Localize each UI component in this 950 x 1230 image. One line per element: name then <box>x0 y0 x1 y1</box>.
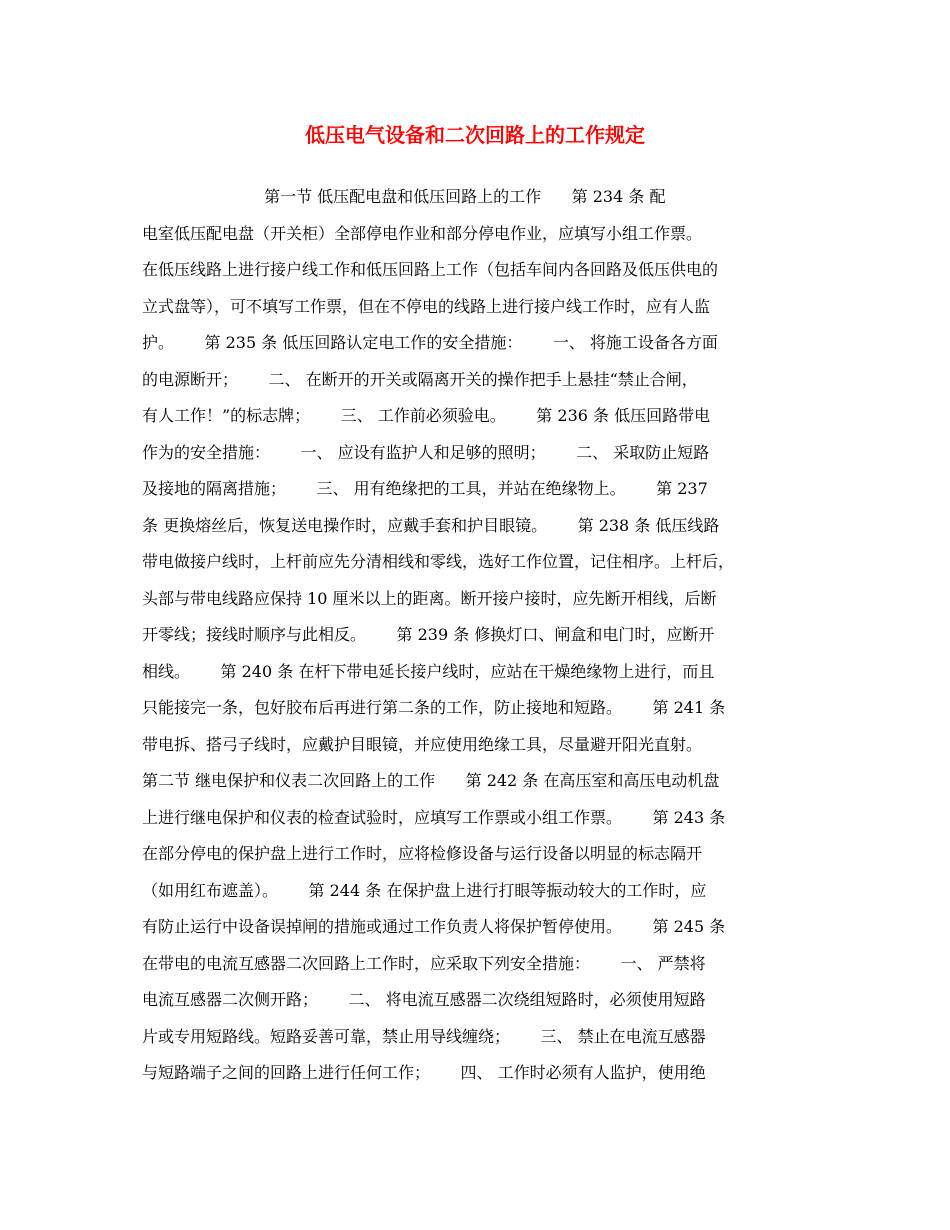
body-line: 在部分停电的保护盘上进行工作时，应将检修设备与运行设备以明显的标志隔开 <box>142 844 703 863</box>
body-line: 第一节 低压配电盘和低压回路上的工作 第 234 条 配 <box>142 187 666 206</box>
document-body <box>142 179 812 1092</box>
body-line: 有防止运行中设备误掉闸的措施或通过工作负责人将保护暂停使用。 第 245 条 <box>142 917 726 936</box>
body-line: 在低压线路上进行接户线工作和低压回路上工作（包括车间内各回路及低压供电的 <box>142 260 719 279</box>
body-line: 条 更换熔丝后，恢复送电操作时，应戴手套和护目眼镜。 第 238 条 低压线路 <box>142 515 720 535</box>
body-line: 第二节 继电保护和仪表二次回路上的工作 第 242 条 在高压室和高压电动机盘 <box>142 771 720 790</box>
body-line: 与短路端子之间的回路上进行任何工作； 四、 工作时必须有人监护，使用绝 <box>142 1063 706 1082</box>
body-line: 头部与带电线路应保持 10 厘米以上的距离。断开接户接时，应先断开相线，后断 <box>142 588 717 608</box>
body-line: 作为的安全措施： 一、 应设有监护人和足够的照明； 二、 采取防止短路 <box>142 442 710 462</box>
body-line: 立式盘等），可不填写工作票，但在不停电的线路上进行接户线工作时，应有人监 <box>142 296 711 316</box>
body-line: 相线。 第 240 条 在杆下带电延长接户线时，应站在干燥绝缘物上进行，而且 <box>142 661 715 681</box>
body-line: 带电拆、搭弓子线时，应戴护目眼镜，并应使用绝缘工具，尽量避开阳光直射。 <box>142 734 703 754</box>
body-line: 电流互感器二次侧开路； 二、 将电流互感器二次绕组短路时，必须使用短路 <box>142 990 706 1009</box>
body-line: 的电源断开； 二、 在断开的开关或隔离开关的操作把手上悬挂“禁止合闸， <box>142 369 698 389</box>
body-line: 上进行继电保护和仪表的检查试验时，应填写工作票或小组工作票。 第 243 条 <box>142 807 726 827</box>
body-line: 有人工作！”的标志牌； 三、 工作前必须验电。 第 236 条 低压回路带电 <box>142 406 711 425</box>
body-line: 电室低压配电盘（开关柜）全部停电作业和部分停电作业，应填写小组工作票。 <box>142 223 703 243</box>
body-line: 带电做接户线时，上杆前应先分清相线和零线，选好工作位置，记住相序。上杆后， <box>142 552 735 571</box>
body-line: （如用红布遮盖）。 第 244 条 在保护盘上进行打眼等振动较大的工作时，应 <box>142 880 707 900</box>
document-title: 低压电气设备和二次回路上的工作规定 <box>305 123 645 147</box>
body-line: 及接地的隔离措施； 三、 用有绝缘把的工具，并站在绝缘物上。 第 237 <box>142 479 708 498</box>
body-line: 片或专用短路线。短路妥善可靠，禁止用导线缠绕； 三、 禁止在电流互感器 <box>142 1026 706 1046</box>
body-line: 开零线；接线时顺序与此相反。 第 239 条 修换灯口、闸盒和电门时，应断开 <box>142 625 715 644</box>
body-line: 只能接完一条，包好胶布后再进行第二条的工作，防止接地和短路。 第 241 条 <box>142 698 726 717</box>
body-line: 护。 第 235 条 低压回路认定电工作的安全措施： 一、 将施工设备各方面 <box>142 333 718 352</box>
body-line: 在带电的电流互感器二次回路上工作时，应采取下列安全措施： 一、 严禁将 <box>142 953 706 973</box>
